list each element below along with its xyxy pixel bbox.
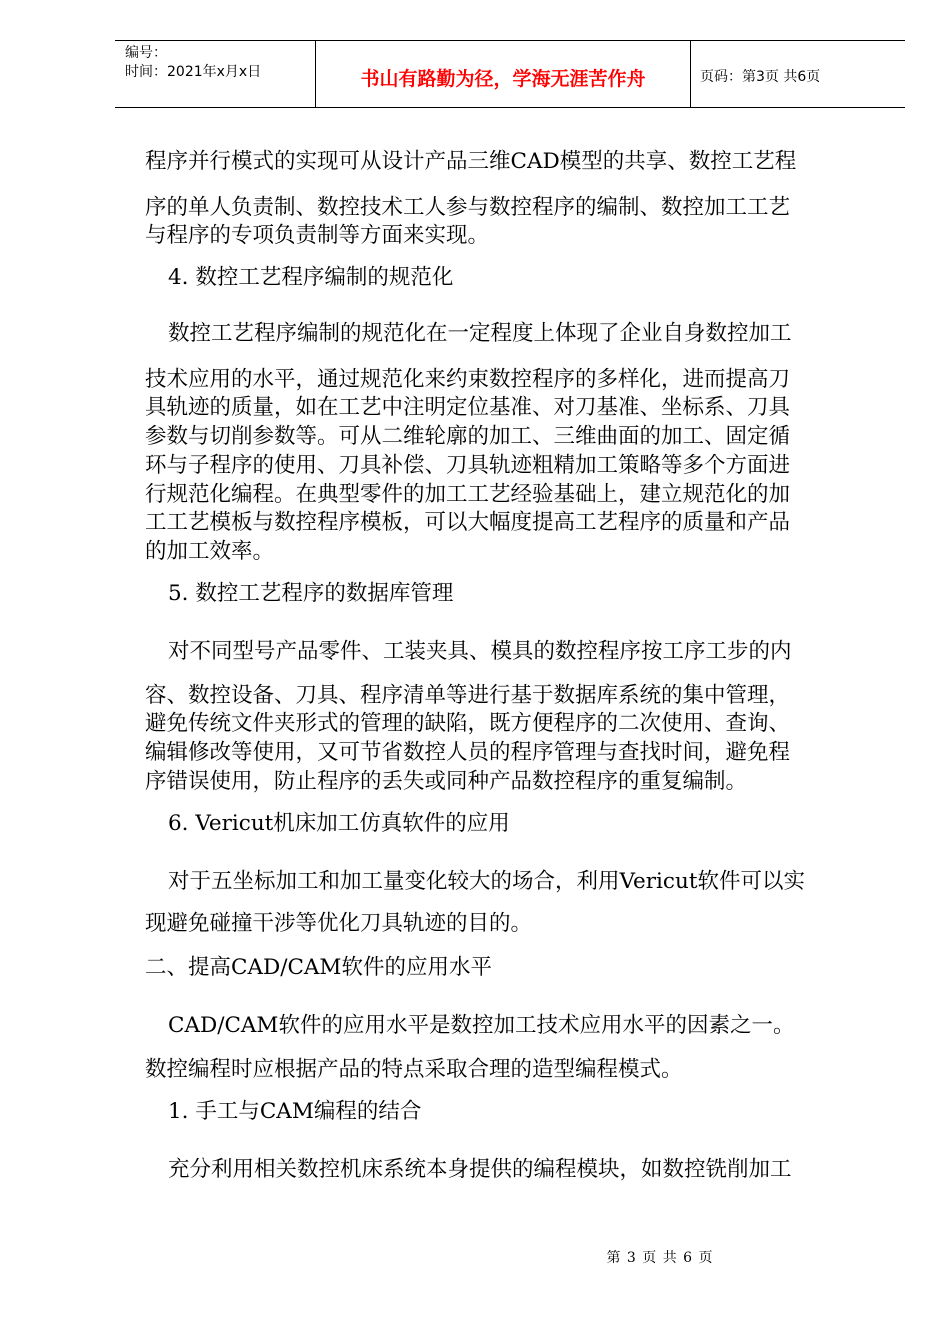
section-heading: 5. 数控工艺程序的数据库管理 xyxy=(168,581,454,606)
body-line: 避免传统文件夹形式的管理的缺陷，既方便程序的二次使用、查询、 xyxy=(145,711,791,736)
header-motto: 书山有路勤为径，学海无涯苦作舟 xyxy=(360,68,646,90)
section-heading: 二、提高CAD/CAM软件的应用水平 xyxy=(145,955,492,980)
body-line: 程序并行模式的实现可从设计产品三维CAD模型的共享、数控工艺程 xyxy=(145,149,797,174)
header-page-number: 页码：第3页 共6页 xyxy=(700,69,821,85)
body-line: 行规范化编程。在典型零件的加工工艺经验基础上，建立规范化的加 xyxy=(145,482,791,507)
header-info-cell xyxy=(115,41,315,107)
section-heading: 4. 数控工艺程序编制的规范化 xyxy=(168,265,454,290)
footer-page-number: 第 3 页 共 6 页 xyxy=(606,1250,714,1266)
body-line: 序错误使用，防止程序的丢失或同种产品数控程序的重复编制。 xyxy=(145,769,748,794)
section-heading: 6. Vericut机床加工仿真软件的应用 xyxy=(168,811,510,836)
body-line: 充分利用相关数控机床系统本身提供的编程模块，如数控铣削加工 xyxy=(168,1157,792,1182)
date-label: 时间：2021年x月x日 xyxy=(125,64,262,80)
serial-label: 编号： xyxy=(125,45,167,61)
body-line: 工工艺模板与数控程序模板，可以大幅度提高工艺程序的质量和产品 xyxy=(145,510,791,535)
header-motto-cell xyxy=(315,41,691,107)
body-line: 现避免碰撞干涉等优化刀具轨迹的目的。 xyxy=(145,911,533,936)
body-line: 容、数控设备、刀具、程序清单等进行基于数据库系统的集中管理， xyxy=(145,683,791,708)
page-footer xyxy=(0,1247,950,1267)
body-line: 参数与切削参数等。可从二维轮廓的加工、三维曲面的加工、固定循 xyxy=(145,424,791,449)
body-line: 技术应用的水平，通过规范化来约束数控程序的多样化，进而提高刀 xyxy=(145,367,791,392)
body-line: 对不同型号产品零件、工装夹具、模具的数控程序按工序工步的内 xyxy=(168,639,792,664)
body-line: 序的单人负责制、数控技术工人参与数控程序的编制、数控加工工艺 xyxy=(145,195,791,220)
section-heading: 1. 手工与CAM编程的结合 xyxy=(168,1099,422,1124)
body-line: 数控工艺程序编制的规范化在一定程度上体现了企业自身数控加工 xyxy=(168,321,792,346)
body-line: 与程序的专项负责制等方面来实现。 xyxy=(145,223,490,248)
body-line: 编辑修改等使用，又可节省数控人员的程序管理与查找时间，避免程 xyxy=(145,740,791,765)
body-line: 对于五坐标加工和加工量变化较大的场合，利用Vericut软件可以实 xyxy=(168,869,805,894)
body-line: 的加工效率。 xyxy=(145,539,275,564)
body-line: 环与子程序的使用、刀具补偿、刀具轨迹粗精加工策略等多个方面进 xyxy=(145,453,791,478)
body-line: CAD/CAM软件的应用水平是数控加工技术应用水平的因素之一。 xyxy=(168,1013,795,1038)
page-header xyxy=(115,40,905,108)
header-page-cell xyxy=(690,41,905,107)
body-line: 具轨迹的质量，如在工艺中注明定位基准、对刀基准、坐标系、刀具 xyxy=(145,395,791,420)
body-line: 数控编程时应根据产品的特点采取合理的造型编程模式。 xyxy=(145,1057,683,1082)
